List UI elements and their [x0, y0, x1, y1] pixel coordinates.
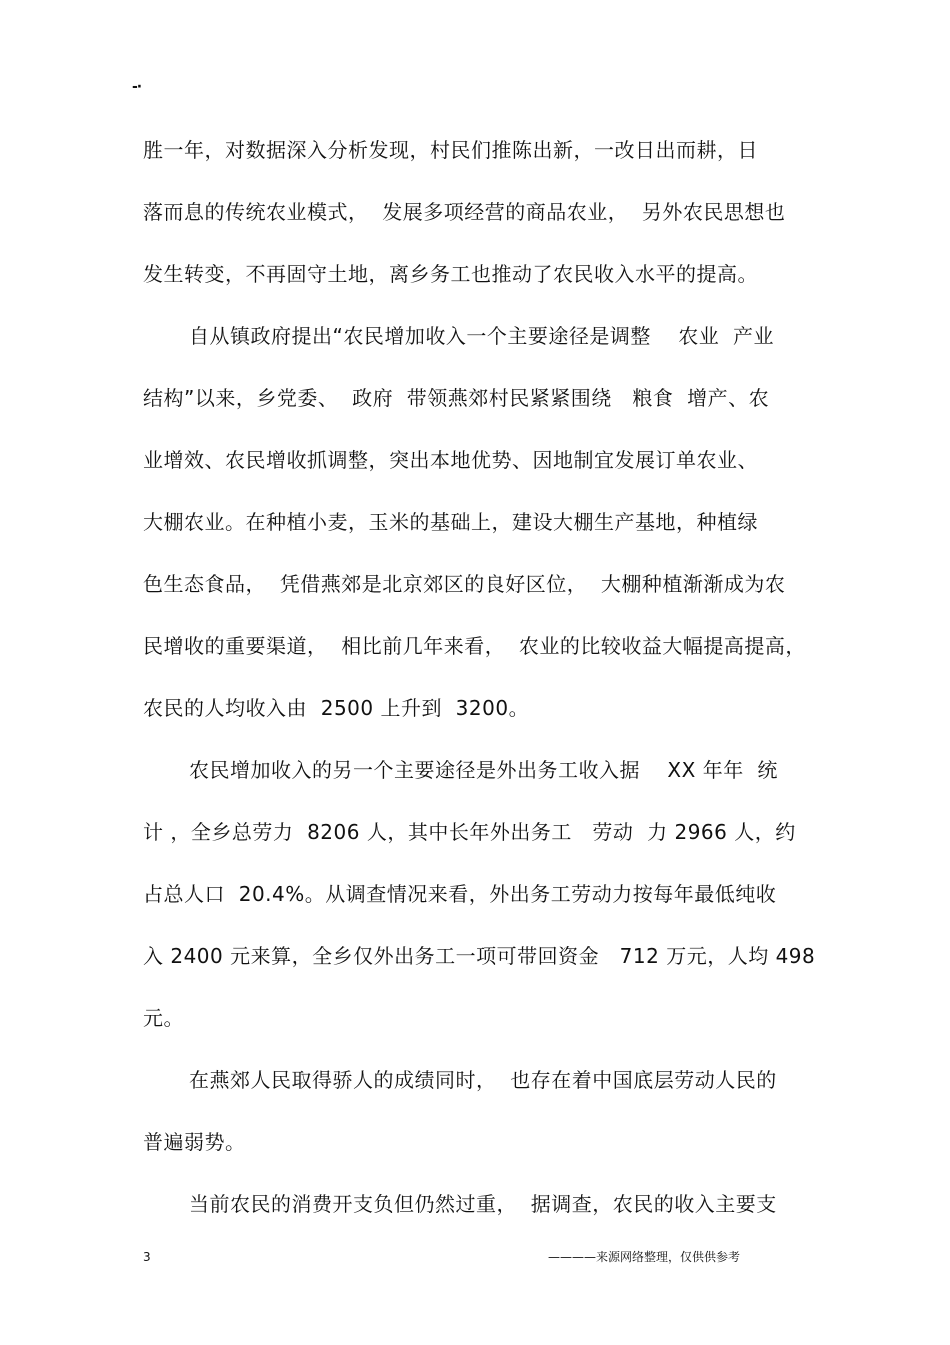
- text-line: 自从镇政府提出“农民增加收入一个主要途径是调整 农业 产业: [189, 324, 775, 348]
- text-line: 农民增加收入的另一个主要途径是外出务工收入据 XX 年年 统: [189, 758, 778, 782]
- text-line: 计 ，全乡总劳力 8206 人，其中长年外出务工 劳动 力 2966 人，约: [143, 820, 796, 844]
- text-line: 普遍弱势。: [143, 1130, 246, 1154]
- text-line: 农民的人均收入由 2500 上升到 3200。: [143, 696, 530, 720]
- text-line: 元。: [143, 1006, 184, 1030]
- text-line: 色生态食品， 凭借燕郊是北京郊区的良好区位， 大棚种植渐渐成为农: [143, 572, 786, 596]
- text-line: 结构”以来，乡党委、 政府 带领燕郊村民紧紧围绕 粮食 增产、农: [143, 386, 770, 410]
- text-line: 业增效、农民增收抓调整，突出本地优势、因地制宜发展订单农业、: [143, 448, 758, 472]
- text-line: 民增收的重要渠道， 相比前几年来看， 农业的比较收益大幅提高提高，: [143, 634, 806, 658]
- text-line: 入 2400 元来算，全乡仅外出务工一项可带回资金 712 万元，人均 498: [143, 944, 816, 968]
- text-line: 落而息的传统农业模式， 发展多项经营的商品农业， 另外农民思想也: [143, 200, 786, 224]
- text-line: 发生转变，不再固守土地，离乡务工也推动了农民收入水平的提高。: [143, 262, 758, 286]
- header-mark: -·: [132, 79, 142, 95]
- text-line: 占总人口 20.4%。从调查情况来看，外出务工劳动力按每年最低纯收: [143, 882, 777, 906]
- text-line: 在燕郊人民取得骄人的成绩同时， 也存在着中国底层劳动人民的: [189, 1068, 777, 1092]
- footer-note: ————来源网络整理，仅供供参考: [548, 1250, 741, 1264]
- text-line: 胜一年，对数据深入分析发现，村民们推陈出新，一改日出而耕，日: [143, 138, 758, 162]
- text-line: 大棚农业。在种植小麦，玉米的基础上，建设大棚生产基地，种植绿: [143, 510, 758, 534]
- page-number: 3: [143, 1250, 151, 1264]
- text-line: 当前农民的消费开支负但仍然过重， 据调查，农民的收入主要支: [189, 1192, 777, 1216]
